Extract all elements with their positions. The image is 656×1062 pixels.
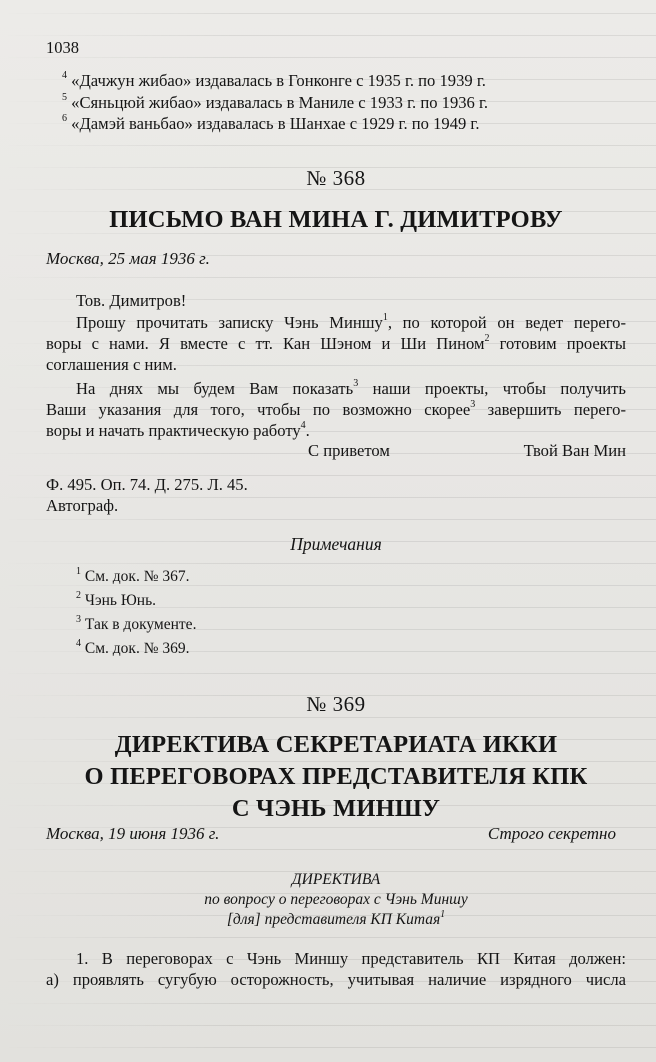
doc-369-number: № 369: [306, 692, 366, 716]
doc-368-place-date: Москва, 25 мая 1936 г.: [46, 249, 210, 268]
doc-369-place-date: Москва, 19 июня 1936 г.: [46, 824, 220, 843]
signature-name: Твой Ван Мин: [523, 441, 626, 460]
directive-label: ДИРЕКТИВА: [291, 871, 381, 888]
notes-heading: Примечания: [290, 534, 382, 554]
doc-369-title: ДИРЕКТИВА СЕКРЕТАРИАТА ИККИ О ПЕРЕГОВОРАХ ПРЕДСТАВИТЕЛЯ КПК С ЧЭНЬ МИНШУ: [84, 731, 588, 822]
archive-reference: Ф. 495. Оп. 74. Д. 275. Л. 45.: [46, 475, 248, 494]
directive-heading: [46, 870, 626, 930]
autograph-note: Автограф.: [46, 496, 119, 515]
note-1: $^1$ См. док. № 367.: [76, 565, 190, 585]
doc-368-number: № 368: [306, 166, 366, 190]
directive-body: 1. В переговорах с Чэнь Миншу представитель КП Китая должен: а) проявлять сугубую осторожность, учитывая наличие изрядного числа: [46, 949, 626, 989]
letter-paragraph-2: На днях мы будем Вам показать$^3$ наши проекты, чтобы получить Ваши указания для того, чтобы по возможно скорее$^3$ завершить перего- воры и начать практическую работу$^4$.: [46, 378, 627, 440]
footnote-4: $^4$ «Дачжун жибао» издавалась в Гонконге с 1935 г. по 1939 г.: [62, 70, 486, 90]
classification-label: Строго секретно: [487, 824, 616, 843]
directive-subtitle-2: [для] представителя КП Китая$^1$: [226, 908, 446, 928]
notes-list: [76, 565, 196, 661]
signature-closing: С приветом: [308, 441, 390, 460]
letter-greeting: Тов. Димитров!: [76, 291, 187, 310]
note-3: $^3$ Так в документе.: [76, 613, 197, 633]
directive-subtitle-1: по вопросу о переговорах с Чэнь Миншу: [204, 891, 468, 908]
letter-paragraph-1: Прошу прочитать записку Чэнь Миншу$^1$, по которой он ведет перего- воры с нами. Я вместе с тт. Кан Шэном и Ши Пином$^2$ готовим проекты соглашения с ним.: [46, 312, 626, 374]
top-footnotes: [62, 70, 488, 135]
doc-368-title: ПИСЬМО ВАН МИНА Г. ДИМИТРОВУ: [109, 206, 563, 233]
page-number: 1038: [46, 38, 79, 57]
note-2: $^2$ Чэнь Юнь.: [76, 589, 157, 609]
footnote-5: $^5$ «Сяньцюй жибао» издавалась в Маниле с 1933 г. по 1936 г.: [62, 91, 489, 112]
note-4: $^4$ См. док. № 369.: [76, 637, 190, 657]
footnote-6: $^6$ «Дамэй ваньбао» издавалась в Шанхае с 1929 г. по 1949 г.: [62, 113, 480, 133]
